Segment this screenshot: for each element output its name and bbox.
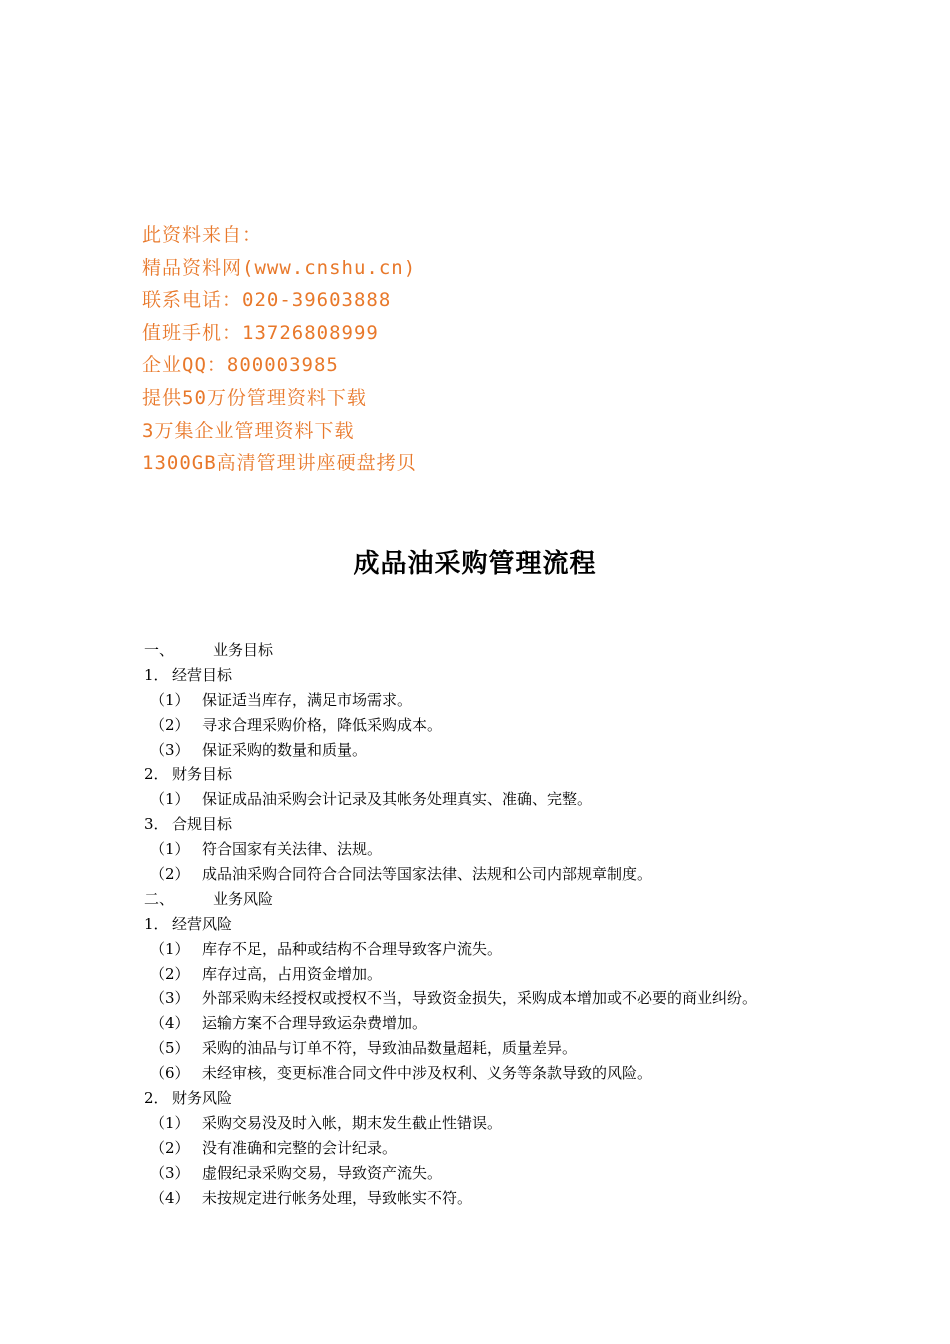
list-item: [144, 1111, 924, 1136]
list-item: [144, 962, 924, 987]
item-text: 保证成品油采购会计记录及其帐务处理真实、准确、完整。: [202, 790, 593, 809]
item-text: 财务风险: [172, 1089, 233, 1108]
item-number: 3．: [144, 815, 169, 834]
list-item: [144, 1011, 924, 1036]
item-text: 未按规定进行帐务处理，导致帐实不符。: [202, 1188, 473, 1207]
item-text: 财务目标: [172, 765, 233, 784]
promo-line: 精品资料网(www.cnshu.cn): [142, 256, 417, 279]
section-heading: [144, 887, 924, 912]
item-number: 二、: [144, 889, 175, 908]
list-item: [144, 1186, 924, 1211]
item-text: 合规目标: [172, 815, 233, 834]
promo-line: 企业QQ：800003985: [142, 354, 339, 377]
item-text: 未经审核，变更标准合同文件中涉及权利、义务等条款导致的风险。: [202, 1064, 653, 1083]
item-number: 2．: [144, 765, 169, 784]
source-promo-block: [142, 219, 417, 480]
item-number: （3）: [150, 989, 190, 1008]
list-item: [144, 1061, 924, 1086]
subsection-heading: [144, 762, 924, 787]
item-number: （1）: [150, 939, 190, 958]
item-number: 1．: [144, 914, 169, 933]
promo-line: 值班手机：13726808999: [142, 321, 379, 344]
list-item: [144, 787, 924, 812]
subsection-heading: [144, 812, 924, 837]
promo-line: 联系电话：020-39603888: [142, 289, 392, 312]
item-number: （1）: [150, 840, 190, 859]
item-text: 寻求合理采购价格，降低采购成本。: [202, 715, 443, 734]
item-text: 没有准确和完整的会计纪录。: [202, 1138, 398, 1157]
list-item: [144, 738, 924, 763]
list-item: [144, 862, 924, 887]
item-text: 经营风险: [172, 914, 233, 933]
list-item: [144, 1161, 924, 1186]
document-title: 成品油采购管理流程: [353, 549, 597, 579]
item-number: （2）: [150, 715, 190, 734]
item-text: 经营目标: [172, 665, 233, 684]
promo-line: 1300GB高清管理讲座硬盘拷贝: [142, 452, 417, 475]
item-number: （1）: [150, 690, 190, 709]
item-number: （2）: [150, 865, 190, 884]
item-text: 采购交易没及时入帐，期末发生截止性错误。: [202, 1113, 503, 1132]
item-text: 库存不足，品种或结构不合理导致客户流失。: [202, 939, 503, 958]
list-item: [144, 713, 924, 738]
item-text: 外部采购未经授权或授权不当，导致资金损失，采购成本增加或不必要的商业纠纷。: [202, 989, 758, 1008]
list-item: [144, 986, 924, 1011]
item-text: 保证采购的数量和质量。: [202, 740, 368, 759]
item-number: 1．: [144, 665, 169, 684]
list-item: [144, 1036, 924, 1061]
subsection-heading: [144, 1086, 924, 1111]
item-number: 一、: [144, 641, 175, 659]
item-number: （4）: [150, 1188, 190, 1207]
item-text: 业务风险: [213, 889, 274, 908]
subsection-heading: [144, 912, 924, 937]
list-item: [144, 1136, 924, 1161]
document-body: [144, 638, 924, 1210]
promo-line: 此资料来自：: [142, 224, 263, 246]
item-text: 运输方案不合理导致运杂费增加。: [202, 1014, 428, 1033]
item-number: （4）: [150, 1014, 190, 1033]
promo-line: 提供50万份管理资料下载: [142, 386, 367, 409]
item-text: 符合国家有关法律、法规。: [202, 840, 383, 859]
item-text: 业务目标: [213, 641, 274, 659]
item-text: 库存过高，占用资金增加。: [202, 964, 383, 983]
list-item: [144, 937, 924, 962]
list-item: [144, 837, 924, 862]
item-number: （5）: [150, 1039, 190, 1058]
promo-line: 3万集企业管理资料下载: [142, 419, 355, 442]
section-heading: [144, 638, 924, 663]
item-text: 保证适当库存，满足市场需求。: [202, 690, 413, 709]
item-text: 采购的油品与订单不符，导致油品数量超耗，质量差异。: [202, 1039, 578, 1058]
item-number: （2）: [150, 1138, 190, 1157]
item-number: （1）: [150, 1113, 190, 1132]
item-number: 2．: [144, 1089, 169, 1108]
item-number: （6）: [150, 1064, 190, 1083]
item-text: 虚假纪录采购交易，导致资产流失。: [202, 1163, 443, 1182]
item-number: （2）: [150, 964, 190, 983]
item-number: （3）: [150, 1163, 190, 1182]
item-number: （3）: [150, 740, 190, 759]
item-number: （1）: [150, 790, 190, 809]
subsection-heading: [144, 663, 924, 688]
item-text: 成品油采购合同符合合同法等国家法律、法规和公司内部规章制度。: [202, 865, 653, 884]
list-item: [144, 688, 924, 713]
